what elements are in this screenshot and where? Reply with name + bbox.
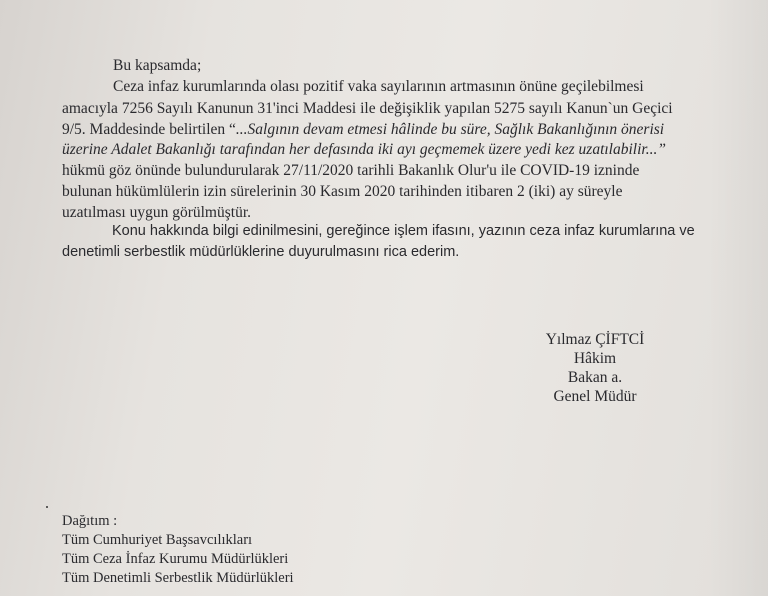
distribution-recipient: Tüm Ceza İnfaz Kurumu Müdürlükleri bbox=[62, 551, 289, 567]
signatory-name: Yılmaz ÇİFTCİ bbox=[545, 331, 645, 348]
distribution-label: Dağıtım : bbox=[62, 513, 118, 529]
distribution-recipient: Tüm Denetimli Serbestlik Müdürlükleri bbox=[62, 570, 294, 586]
signature-block bbox=[540, 330, 650, 406]
paragraph-1-line-6: bulunan hükümlülerin izin sürelerinin 30 Kasım 2020 tarihinden itibaren 2 (iki) ay süreyle bbox=[62, 183, 623, 200]
signatory-position: Genel Müdür bbox=[553, 388, 637, 405]
paragraph-1-quote-start: ...Salgının devam etmesi hâlinde bu süre, Sağlık Bakanlığının önerisi bbox=[235, 121, 665, 138]
paragraph-1-line-3 bbox=[62, 121, 664, 139]
paragraph-2-line-2: denetimli serbestlik müdürlüklerine duyurulmasını rica ederim. bbox=[62, 244, 460, 260]
paragraph-1-quote-end: üzerine Adalet Bakanlığı tarafından her defasında iki ayı geçmemek üzere yedi kez uzatılabilir...” bbox=[62, 141, 666, 158]
signatory-on-behalf: Bakan a. bbox=[567, 369, 623, 386]
distribution-list bbox=[62, 512, 294, 588]
signatory-title: Hâkim bbox=[573, 350, 617, 367]
distribution-recipient: Tüm Cumhuriyet Başsavcılıkları bbox=[62, 532, 253, 548]
page-shadow bbox=[708, 0, 768, 596]
paragraph-1-line-5: hükmü göz önünde bulundurularak 27/11/2020 tarihli Bakanlık Olur'u ile COVID-19 izninde bbox=[62, 162, 640, 179]
paragraph-1-line-2: amacıyla 7256 Sayılı Kanunun 31'inci Maddesi ile değişiklik yapılan 5275 sayılı Kanun`un Geçici bbox=[62, 100, 673, 117]
paragraph-2-line-1: Konu hakkında bilgi edinilmesini, gereğince işlem ifasını, yazının ceza infaz kurumlarına ve bbox=[112, 223, 695, 239]
salutation: Bu kapsamda; bbox=[113, 57, 202, 74]
paragraph-1-line-3-intro: 9/5. Maddesinde belirtilen “ bbox=[62, 121, 236, 138]
paragraph-1-line-7: uzatılması uygun görülmüştür. bbox=[62, 204, 251, 221]
paragraph-1-line-1: Ceza infaz kurumlarında olası pozitif vaka sayılarının artmasının önüne geçilebilmesi bbox=[113, 78, 644, 95]
margin-mark bbox=[46, 506, 48, 508]
